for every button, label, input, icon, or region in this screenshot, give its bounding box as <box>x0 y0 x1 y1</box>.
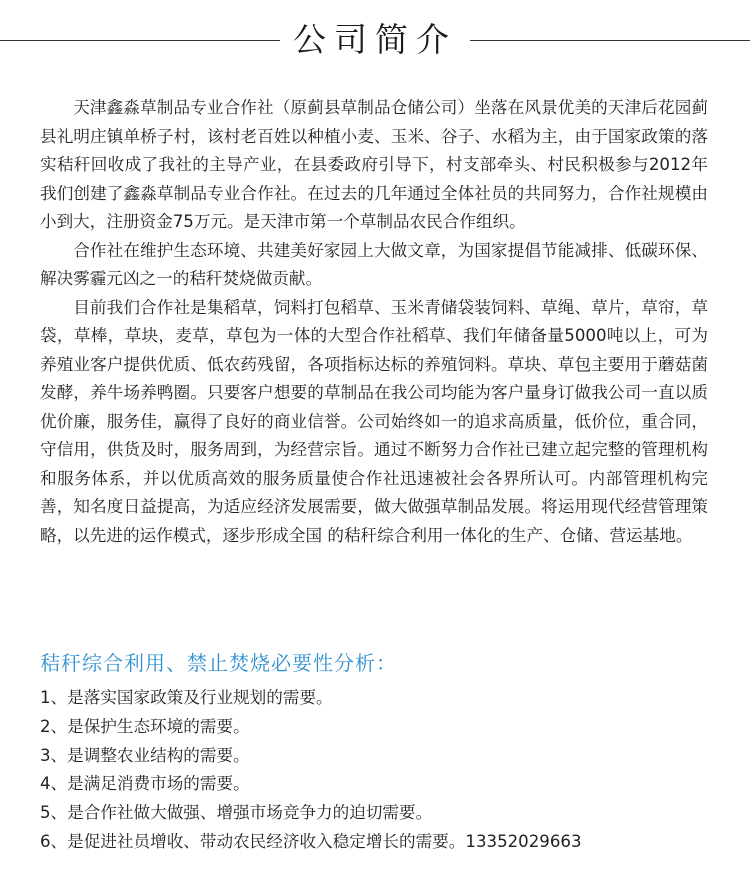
intro-paragraph-1: 天津鑫淼草制品专业合作社（原蓟县草制品仓储公司）坐落在风景优美的天津后花园蓟县礼明庄镇单桥子村，该村老百姓以种植小麦、玉米、谷子、水稻为主，由于国家政策的落实秸秆回收成了我社的主导产业，在县委政府引导下，村支部牵头、村民积极参与2012年我们创建了鑫淼草制品专业合作社。在过去的几年通过全体社员的共同努力，合作社规模由小到大，注册资金75万元。是天津市第一个草制品农民合作组织。 <box>40 98 708 231</box>
intro-paragraph-3: 目前我们合作社是集稻草，饲料打包稻草、玉米青储袋装饲料、草绳、草片，草帘，草袋，草棒，草块，麦草，草包为一体的大型合作社稻草、我们年储备量5000吨以上，可为养殖业客户提供优质、低农药残留，各项指标达标的养殖饲料。草块、草包主要用于蘑菇菌发酵，养牛场养鸭圈。只要客户想要的草制品在我公司均能为客户量身订做我公司一直以质优价廉，服务佳，赢得了良好的商业信誉。公司始终如一的追求高质量，低价位，重合同，守信用，供货及时，服务周到，为经营宗旨。通过不断努力合作社已建立起完整的管理机构和服务体系，并以优质高效的服务质量使合作社迅速被社会各界所认可。内部管理机构完善，知名度日益提高，为适应经济发展需要，做大做强草制品发展。将运用现代经营管理策略，以先进的运作模式，逐步形成全国 的秸秆综合利用一体化的生产、仓储、营运基地。 <box>40 297 708 545</box>
intro-paragraph-2: 合作社在维护生态环境、共建美好家园上大做文章，为国家提倡节能减排、低碳环保、解决雾霾元凶之一的秸秆焚烧做贡献。 <box>40 240 708 288</box>
page-title: 公司简介 <box>293 20 457 59</box>
company-introduction <box>40 94 708 550</box>
list-item: 3、是调整农业结构的需要。 <box>40 745 250 765</box>
header-rule-left <box>0 40 280 41</box>
analysis-list <box>40 684 720 857</box>
list-item: 2、是保护生态环境的需要。 <box>40 716 250 736</box>
header-rule-right <box>470 40 750 41</box>
section-header <box>0 14 750 66</box>
analysis-heading: 秸秆综合利用、禁止焚烧必要性分析： <box>40 651 397 675</box>
list-item: 6、是促进社员增收、带动农民经济收入稳定增长的需要。13352029663 <box>40 831 582 851</box>
list-item: 1、是落实国家政策及行业规划的需要。 <box>40 688 333 707</box>
list-item: 5、是合作社做大做强、增强市场竞争力的迫切需要。 <box>40 803 433 823</box>
list-item: 4、是满足消费市场的需要。 <box>40 774 250 794</box>
